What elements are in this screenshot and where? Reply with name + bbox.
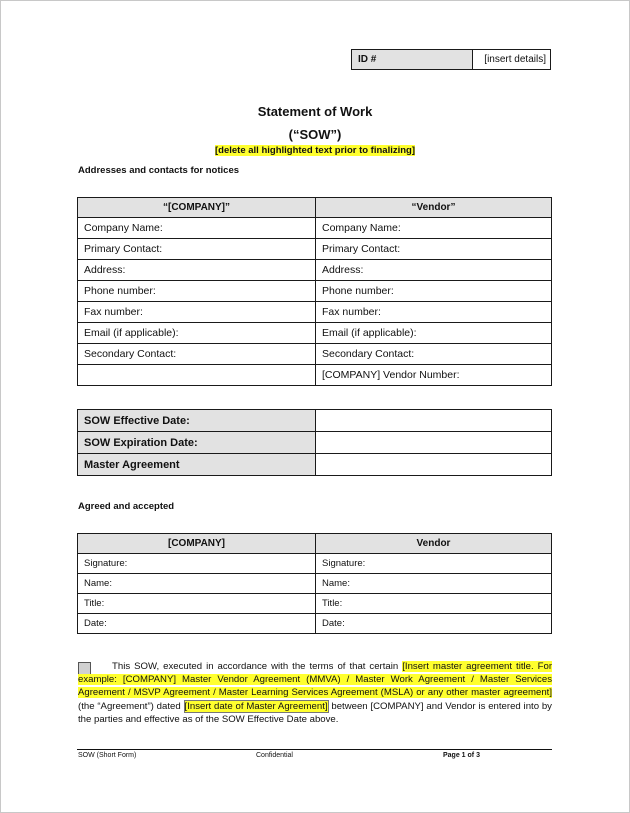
table-row (78, 218, 552, 239)
id-label: ID # (352, 50, 473, 70)
highlight-note: [delete all highlighted text prior to finalizing] (214, 145, 416, 156)
footer-left: SOW (Short Form) (78, 752, 137, 759)
effective-date-label: SOW Effective Date: (78, 410, 316, 432)
master-agreement-label: Master Agreement (78, 454, 316, 476)
table-row (78, 574, 552, 594)
signature-table (77, 533, 552, 634)
company-column-header: “[COMPANY]” (78, 198, 316, 218)
dates-table (77, 409, 552, 476)
vendor-name-sign-cell[interactable]: Name: (316, 574, 552, 594)
master-agreement-field[interactable] (316, 454, 552, 476)
company-secondary-contact-cell[interactable]: Secondary Contact: (78, 344, 316, 365)
table-row (78, 344, 552, 365)
agreed-section-label: Agreed and accepted (78, 501, 175, 512)
vendor-address-cell[interactable]: Address: (316, 260, 552, 281)
paragraph-intro: This SOW, executed in accordance with the terms of that certain (112, 661, 399, 672)
table-row (78, 432, 552, 454)
table-row (78, 239, 552, 260)
footer-center: Confidential (256, 752, 293, 759)
company-name-cell[interactable]: Company Name: (78, 218, 316, 239)
id-box (351, 49, 551, 70)
table-row (78, 594, 552, 614)
table-row (78, 365, 552, 386)
company-phone-cell[interactable]: Phone number: (78, 281, 316, 302)
vendor-phone-cell[interactable]: Phone number: (316, 281, 552, 302)
table-row (78, 281, 552, 302)
vendor-date-cell[interactable]: Date: (316, 614, 552, 634)
footer-divider (77, 749, 552, 750)
company-date-cell[interactable]: Date: (78, 614, 316, 634)
vendor-email-cell[interactable]: Email (if applicable): (316, 323, 552, 344)
table-row (78, 260, 552, 281)
highlight-note-wrap (0, 145, 630, 156)
vendor-secondary-contact-cell[interactable]: Secondary Contact: (316, 344, 552, 365)
vendor-primary-contact-cell[interactable]: Primary Contact: (316, 239, 552, 260)
agreement-paragraph (78, 660, 552, 726)
page-number: Page 1 of 3 (443, 752, 480, 759)
contacts-table (77, 197, 552, 386)
id-value-field[interactable]: [insert details] (473, 50, 551, 70)
master-agreement-date-placeholder[interactable]: [Insert date of Master Agreement] (184, 700, 328, 712)
company-primary-contact-cell[interactable]: Primary Contact: (78, 239, 316, 260)
vendor-signature-header: Vendor (316, 534, 552, 554)
company-signature-cell[interactable]: Signature: (78, 554, 316, 574)
effective-date-field[interactable] (316, 410, 552, 432)
company-title-cell[interactable]: Title: (78, 594, 316, 614)
table-row (78, 302, 552, 323)
vendor-number-cell[interactable]: [COMPANY] Vendor Number: (316, 365, 552, 386)
company-empty-cell[interactable] (78, 365, 316, 386)
company-signature-header: [COMPANY] (78, 534, 316, 554)
expiration-date-field[interactable] (316, 432, 552, 454)
paragraph-middle: (the “Agreement”) dated (78, 700, 181, 712)
company-fax-cell[interactable]: Fax number: (78, 302, 316, 323)
expiration-date-label: SOW Expiration Date: (78, 432, 316, 454)
vendor-signature-cell[interactable]: Signature: (316, 554, 552, 574)
document-subtitle: (“SOW”) (288, 127, 342, 142)
table-row (78, 454, 552, 476)
company-name-sign-cell[interactable]: Name: (78, 574, 316, 594)
company-address-cell[interactable]: Address: (78, 260, 316, 281)
paragraph-end: between [COMPANY] and Vendor is entered into by the parties and effective as of the SOW Effective Date above. (78, 700, 552, 725)
master-agreement-title-placeholder[interactable]: [Insert master agreement title. For example: [COMPANY] Master Vendor Agreement (MMVA) / Master Work Agreement / Master Services Agreement / MSVP Agreement / Master Learning Services Agreement (MSLA) or any other master agreement] (78, 661, 553, 699)
table-row (78, 554, 552, 574)
company-email-cell[interactable]: Email (if applicable): (78, 323, 316, 344)
vendor-title-cell[interactable]: Title: (316, 594, 552, 614)
vendor-column-header: “Vendor” (316, 198, 552, 218)
table-row (78, 614, 552, 634)
document-title: Statement of Work (257, 104, 373, 119)
table-row (78, 323, 552, 344)
contacts-section-label: Addresses and contacts for notices (78, 165, 240, 176)
table-row (78, 410, 552, 432)
vendor-company-name-cell[interactable]: Company Name: (316, 218, 552, 239)
vendor-fax-cell[interactable]: Fax number: (316, 302, 552, 323)
